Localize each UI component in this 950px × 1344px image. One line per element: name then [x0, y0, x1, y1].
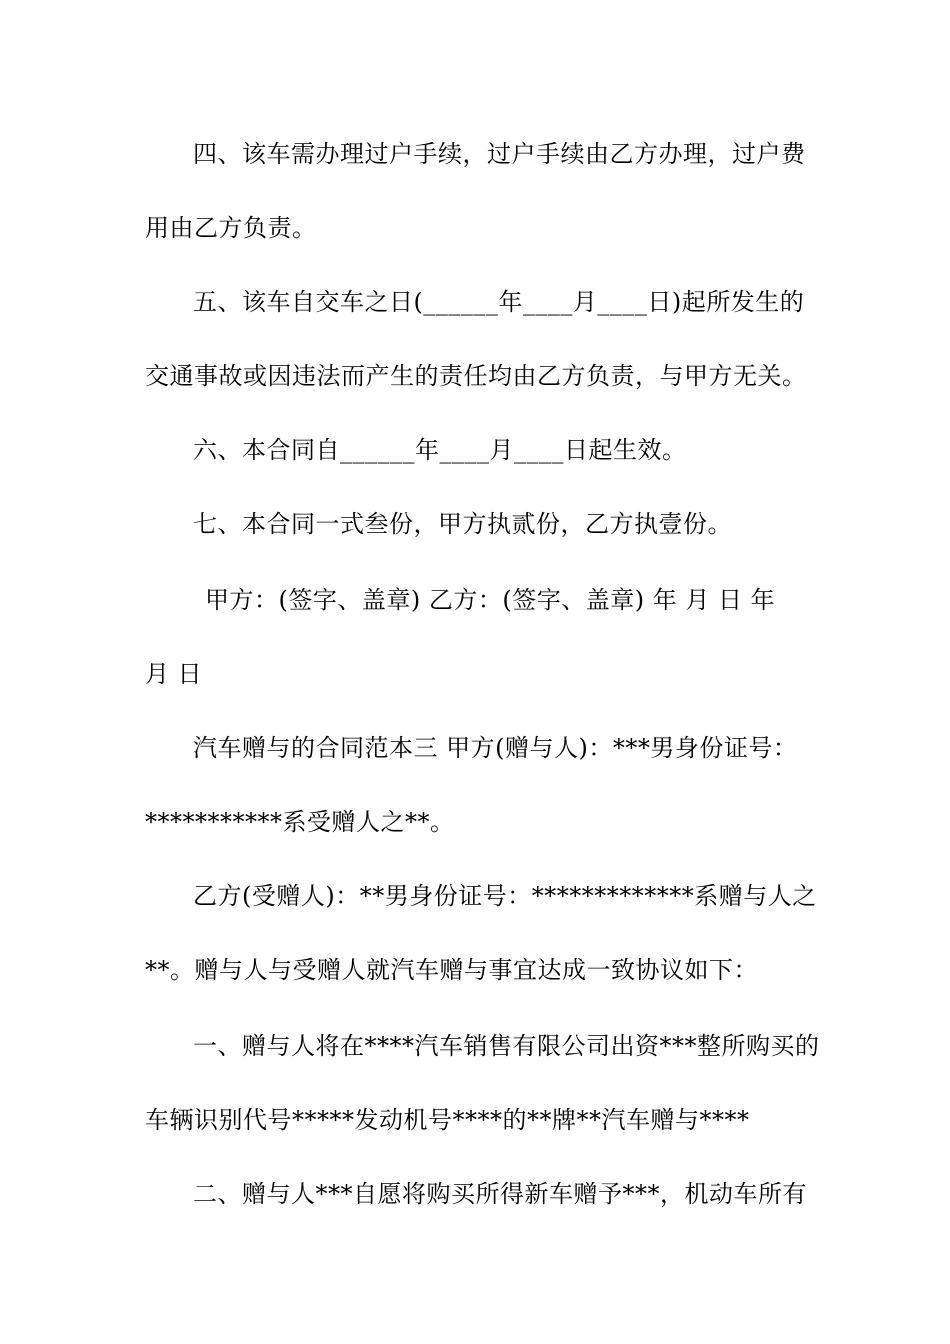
- paragraph-line: 四、该车需办理过户手续，过户手续由乙方办理，过户费: [193, 140, 806, 168]
- paragraph-line: 二、赠与人***自愿将购买所得新车赠予***，机动车所有: [193, 1180, 807, 1208]
- paragraph-line: 交通事故或因违法而产生的责任均由乙方负责，与甲方无关。: [145, 362, 807, 390]
- paragraph-line: 用由乙方负责。: [145, 214, 317, 242]
- paragraph-line: 一、赠与人将在****汽车销售有限公司出资***整所购买的: [193, 1032, 820, 1060]
- paragraph-line: 乙方(受赠人)：**男身份证号：*************系赠与人之: [193, 882, 817, 910]
- paragraph-line: **。赠与人与受赠人就汽车赠与事宜达成一致协议如下：: [145, 956, 758, 984]
- paragraph-line: 五、该车自交车之日(______年____月____日)起所发生的: [193, 288, 805, 316]
- paragraph-line: ***********系受赠人之**。: [145, 808, 455, 836]
- signature-line: 甲方：(签字、盖章) 乙方：(签字、盖章) 年 月 日 年: [205, 586, 776, 614]
- paragraph-line: 七、本合同一式叁份，甲方执贰份，乙方执壹份。: [193, 510, 732, 538]
- signature-date-line: 月 日: [145, 660, 203, 688]
- paragraph-line: 车辆识别代号*****发动机号****的**牌**汽车赠与****: [145, 1106, 750, 1134]
- section-heading-line: 汽车赠与的合同范本三 甲方(赠与人)：***男身份证号：: [193, 734, 798, 762]
- paragraph-line: 六、本合同自______年____月____日起生效。: [193, 436, 687, 464]
